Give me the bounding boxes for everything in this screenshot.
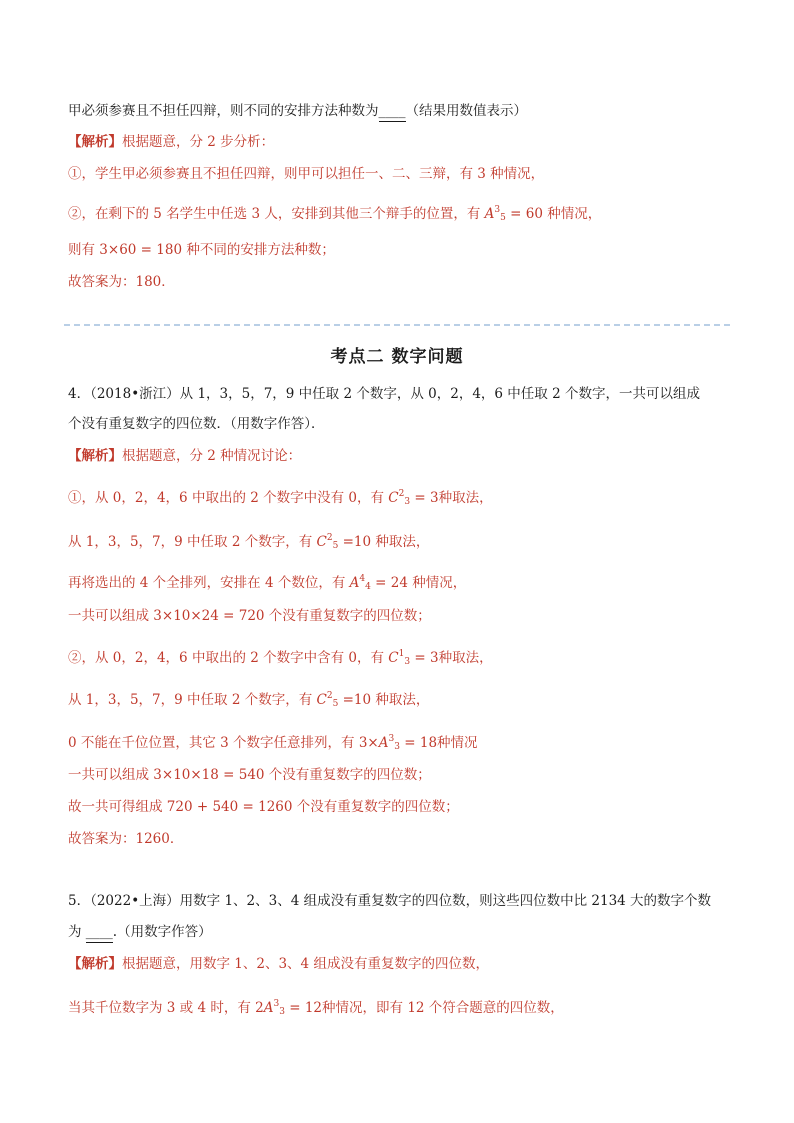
perm-sub: 3 [279, 1007, 285, 1017]
q4-case2-a [68, 644, 493, 672]
comb-symbol: C [388, 650, 399, 666]
q4-case1-a-result: = 3种取法， [410, 490, 493, 506]
q4-stem-line1: 4．（2018•浙江）从 1，3，5，7，9 中任取 2 个数字，从 0，2，4，6 中任取 2 个数字，一共可以组成 [68, 386, 700, 402]
q3-total: 则有 3×60 = 180 种不同的安排方法种数； [68, 242, 335, 258]
perm-sub: 4 [365, 582, 371, 592]
q3-intro-text: 根据题意，分 2 步分析： [122, 134, 275, 150]
q4-intro-text: 根据题意，分 2 种情况讨论： [122, 448, 302, 464]
perm-symbol: A [349, 575, 360, 591]
perm-sup: 4 [359, 574, 366, 584]
q4-case2-a-text: ②，从 0，2，4，6 中取出的 2 个数字中含有 0，有 [68, 650, 384, 666]
q4-case1-a-text: ①，从 0，2，4，6 中取出的 2 个数字中没有 0，有 [68, 490, 384, 506]
q3-step1: ①，学生甲必须参赛且不担任四辩，则甲可以担任一、二、三辩，有 3 种情况， [68, 166, 545, 182]
q4-case1-b [68, 528, 429, 556]
perm-symbol: A [263, 1000, 274, 1016]
q3-answer-blank: ____ [379, 101, 406, 122]
q4-case2-c-result: = 18种情况 [399, 735, 478, 751]
q5-stem-line1: 5．（2022•上海）用数字 1、2、3、4 组成没有重复数字的四位数，则这些四位数中比 2134 大的数字个数 [68, 893, 712, 909]
perm-symbol: A [484, 206, 495, 222]
q4-case1-b-result: =10 种取法， [338, 534, 430, 550]
q3-step2-result: = 60 种情况， [505, 206, 602, 222]
q4-case1-a [68, 484, 493, 512]
q4-answer: 故答案为：1260． [68, 831, 184, 847]
section-divider [64, 324, 730, 326]
q5-analysis-intro [68, 954, 489, 974]
comb-symbol: C [316, 692, 327, 708]
q5-answer-blank: ____ [86, 922, 113, 943]
q3-stem-text: 甲必须参赛且不担任四辩，则不同的安排方法种数为 [68, 103, 379, 119]
comb-sub: 5 [332, 541, 339, 551]
q4-stem-line2: 个没有重复数字的四位数．（用数字作答）． [68, 416, 325, 432]
q4-case2-a-result: = 3种取法， [410, 650, 493, 666]
comb-sub: 5 [332, 699, 339, 709]
q4-case1-c-result: = 24 种情况， [370, 575, 467, 591]
q4-sum: 故一共可得组成 720 + 540 = 1260 个没有重复数字的四位数； [68, 799, 459, 815]
q5-step [68, 994, 564, 1022]
perm-sup: 3 [388, 734, 395, 744]
q3-answer: 故答案为：180． [68, 274, 175, 290]
q4-case1-d: 一共可以组成 3×10×24 = 720 个没有重复数字的四位数； [68, 608, 431, 624]
q4-case1-c-text: 再将选出的 4 个全排列，安排在 4 个数位，有 [68, 575, 346, 591]
perm-sub: 3 [394, 742, 400, 752]
q3-step2 [68, 200, 601, 228]
analysis-tag: 【解析】 [68, 134, 122, 150]
perm-sup: 3 [494, 205, 501, 215]
q5-stem-line2 [68, 922, 212, 943]
q3-stem [68, 101, 527, 122]
q4-case2-b [68, 686, 429, 714]
comb-symbol: C [388, 490, 399, 506]
q5-stem-line2-text: 为 [68, 924, 86, 940]
q4-case2-c-text: 0 不能在千位位置，其它 3 个数字任意排列，有 3× [68, 735, 379, 751]
q4-case2-d: 一共可以组成 3×10×18 = 540 个没有重复数字的四位数； [68, 767, 431, 783]
perm-symbol: A [378, 735, 389, 751]
q4-analysis-intro [68, 446, 301, 466]
q4-case1-c [68, 569, 466, 597]
perm-sup: 3 [273, 999, 280, 1009]
q5-step-text: 当其千位数字为 3 或 4 时，有 2 [68, 1000, 264, 1016]
analysis-tag: 【解析】 [68, 956, 122, 972]
comb-sub: 3 [404, 497, 411, 507]
q4-case2-b-text: 从 1，3，5，7，9 中任取 2 个数字，有 [68, 692, 313, 708]
q5-step-result: = 12种情况，即有 12 个符合题意的四位数， [284, 1000, 564, 1016]
q5-intro-text: 根据题意，用数字 1、2、3、4 组成没有重复数字的四位数， [122, 956, 489, 972]
comb-sup: 1 [398, 649, 405, 659]
comb-symbol: C [316, 534, 327, 550]
comb-sub: 3 [404, 657, 411, 667]
analysis-tag: 【解析】 [68, 448, 122, 464]
q4-case2-c [68, 729, 478, 757]
q3-stem-hint: （结果用数值表示） [405, 103, 527, 119]
comb-sup: 2 [398, 489, 405, 499]
q4-case1-b-text: 从 1，3，5，7，9 中任取 2 个数字，有 [68, 534, 313, 550]
q3-analysis-intro [68, 132, 274, 152]
section-title: 考点二 数字问题 [330, 347, 464, 367]
perm-sub: 5 [500, 213, 506, 223]
q5-stem-hint: .（用数字作答） [112, 924, 212, 940]
q3-step2-text: ②，在剩下的 5 名学生中任选 3 人，安排到其他三个辩手的位置，有 [68, 206, 481, 222]
comb-sup: 2 [326, 691, 333, 701]
q4-case2-b-result: =10 种取法， [338, 692, 430, 708]
comb-sup: 2 [326, 533, 333, 543]
